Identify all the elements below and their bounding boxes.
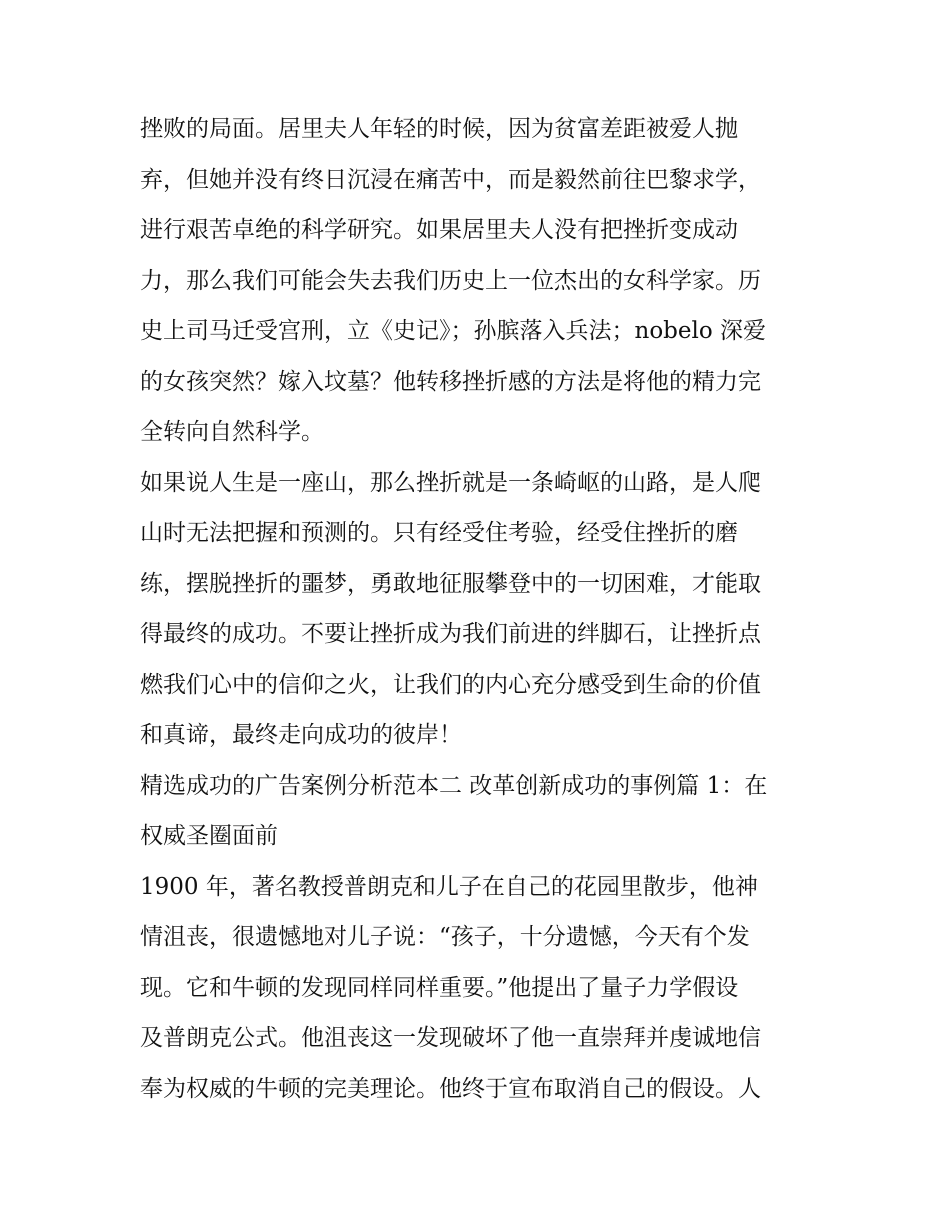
text-line: 和真谛，最终走向成功的彼岸！ [140,722,462,748]
text-line: 山时无法把握和预测的。只有经受住考验，经受住挫折的磨 [140,520,738,546]
text-line: 全转向自然科学。 [140,419,324,445]
heading-line: 权威圣圈面前 [140,823,278,849]
paragraph-mountain [140,458,816,761]
text-line: 力，那么我们可能会失去我们历史上一位杰出的女科学家。历 [140,267,761,294]
text-line: 练，摆脱挫折的噩梦，勇敢地征服攀登中的一切困难，才能取 [140,570,761,597]
text-line: 挫败的局面。居里夫人年轻的时候，因为贫富差距被爱人抛 [140,116,738,142]
text-line: 弃，但她并没有终日沉浸在痛苦中，而是毅然前往巴黎求学， [140,166,761,193]
text-line: 的女孩突然？嫁入坟墓？他转移挫折感的方法是将他的精力完 [140,368,761,395]
text-line: 得最终的成功。不要让挫折成为我们前进的绊脚石，让挫折点 [140,621,761,647]
text-line: 燃我们心中的信仰之火，让我们的内心充分感受到生命的价值 [140,671,761,698]
text-line: 1900 年，著名教授普朗克和儿子在自己的花园里散步，他神 [140,873,758,900]
text-line: 如果说人生是一座山，那么挫折就是一条崎岖的山路，是人爬 [140,469,761,496]
text-line: 及普朗克公式。他沮丧这一发现破坏了他一直崇拜并虔诚地信 [140,1025,761,1051]
text-line: 史上司马迁受宫刑，立《史记》；孙膑落入兵法；nobelo 深爱 [140,318,767,344]
text-line: 奉为权威的牛顿的完美理论。他终于宣布取消自己的假设。人 [140,1075,761,1102]
text-line: 进行艰苦卓绝的科学研究。如果居里夫人没有把挫折变成动 [140,217,738,243]
text-line: 情沮丧，很遗憾地对儿子说：“孩子，十分遗憾，今天有个发 [140,924,750,950]
paragraph-planck [140,862,816,1115]
paragraph-curie [140,104,816,458]
text-line: 现。它和牛顿的发现同样同样重要。”他提出了量子力学假设 [140,974,739,1001]
heading-line: 精选成功的广告案例分析范本二 改革创新成功的事例篇 1：在 [140,772,768,799]
section-heading [140,761,816,862]
document-body [140,104,816,1114]
